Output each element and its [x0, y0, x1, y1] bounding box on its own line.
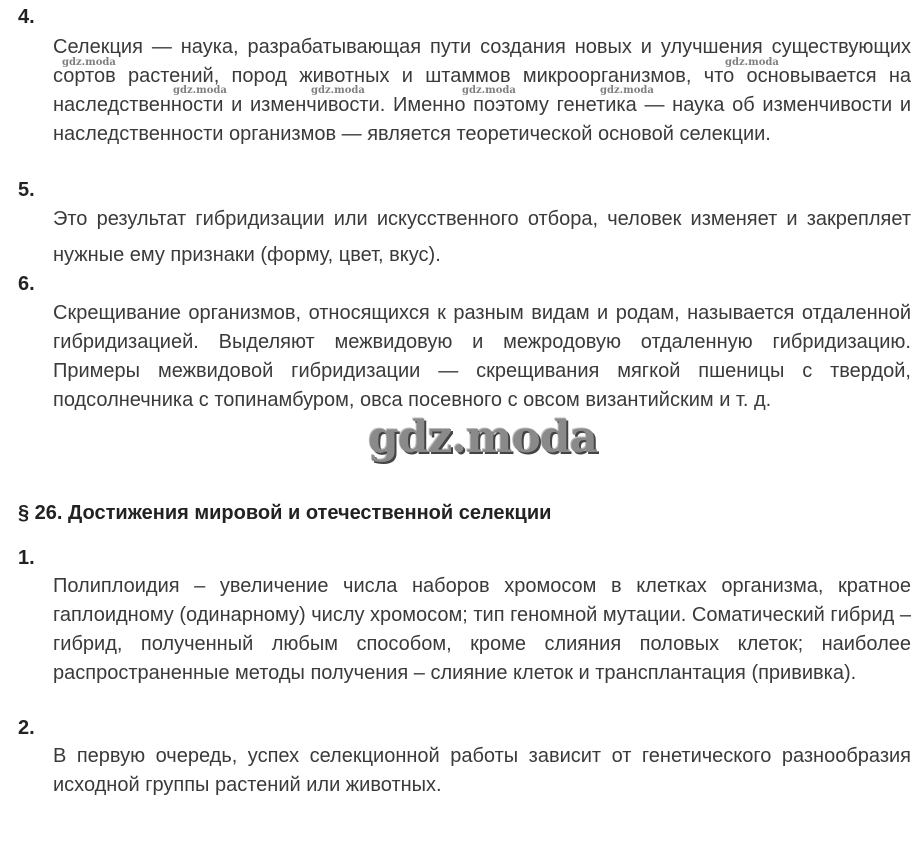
section-answer-1-text: Полиплоидия – увеличение числа наборов хромосом в клетках организма, кратное гаплоидному (одинарному) числу хромосом; тип геномной мутации. Соматический гибрид – гибрид, полученный любым способом, кроме слияния половых клеток; наиболее распространенные методы получения – слияние клеток и трансплантация (прививка). [53, 575, 911, 684]
section-heading: § 26. Достижения мировой и отечественной селекции [18, 502, 552, 524]
section-answer-2-text: В первую очередь, успех селекционной работы зависит от генетического разнообразия исходной группы растений или животных. [53, 745, 911, 796]
item-number-4: 4. [18, 6, 35, 28]
watermark-small-5: gdz.moda [462, 85, 516, 96]
watermark-small-1: gdz.moda [62, 57, 116, 68]
watermark-small-3: gdz.moda [173, 85, 227, 96]
watermark-small-4: gdz.moda [311, 85, 365, 96]
answer-4-text: Селекция — наука, разрабатывающая пути создания новых и улучшения существующих сортов растений, пород животных и штаммов микроорганизмов, что основывается на наследственности и изменчивости. Именно поэтому генетика — наука об изменчивости и наследственности организмов — является теоретической основой селекции. [53, 36, 911, 145]
section-item-number-1: 1. [18, 547, 35, 569]
answer-6-text: Скрещивание организмов, относящихся к разным видам и родам, называется отдаленной гибридизацией. Выделяют межвидовую и межродовую отдаленную гибридизацию. Примеры межвидовой гибридизации — скрещивания мягкой пшеницы с твердой, подсолнечника с топинамбуром, овса посевного с овсом византийским и т. д. [53, 302, 911, 411]
answer-5-text: Это результат гибридизации или искусственного отбора, человек изменяет и закрепляет нужные ему признаки (форму, цвет, вкус). [53, 208, 911, 266]
watermark-small-6: gdz.moda [600, 85, 654, 96]
watermark-large: gdz.moda [368, 412, 598, 463]
watermark-small-2: gdz.moda [725, 57, 779, 68]
section-item-number-2: 2. [18, 717, 35, 739]
item-number-5: 5. [18, 179, 35, 201]
item-number-6: 6. [18, 273, 35, 295]
